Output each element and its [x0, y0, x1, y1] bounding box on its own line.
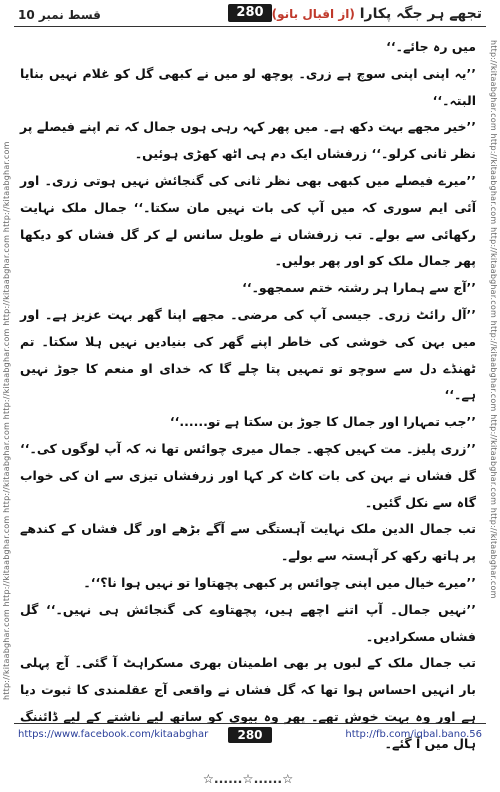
page-header — [0, 0, 500, 28]
paragraph: ’’میرے خیال میں اپنی چوائس پر کبھی پچھتاوا تو نہیں ہوا نا؟‘‘۔ — [83, 574, 476, 590]
facebook-link[interactable]: https://www.facebook.com/kitaabghar — [18, 729, 209, 740]
paragraph: میں رہ جائے۔‘‘ — [386, 39, 476, 54]
episode-label: قسط نمبر 10 — [18, 8, 101, 22]
page-number-badge: 280 — [228, 4, 272, 22]
paragraph: ’’نہیں جمال۔ آپ اتنے اچھے ہیں، پچھتاوے کی گنجائش ہی نہیں۔‘‘ گل فشاں مسکرادیں۔ — [20, 601, 476, 644]
footer-page-number: 280 — [228, 727, 272, 743]
page-footer — [0, 715, 500, 750]
paragraph: تب جمال ملک کے لبوں پر بھی اطمینان بھری مسکراہٹ آ گئی۔ آج پہلی بار انہیں احساس ہوا تھا کہ گل فشاں نے واقعی آج عقلمندی کا ثبوت دیا ہے اور وہ بہت خوش تھے۔ پھر وہ بیوی کو ساتھ لیے ناشتے کے لیے ڈائننگ ہال میں آ گئے۔ — [20, 655, 476, 751]
paragraph: ’’یہ اپنی اپنی سوچ ہے زری۔ پوچھ لو میں نے کبھی گل کو غلام نہیں بنایا البتہ۔‘‘ — [20, 65, 476, 108]
paragraph: ’’آج سے ہمارا ہر رشتہ ختم سمجھو۔‘‘ — [242, 280, 476, 296]
title-text: تجھے ہر جگہ پکارا — [359, 6, 482, 22]
side-watermark-left: http://kitaabghar.com http://kitaabghar.com http://kitaabghar.com http://kitaabghar.com http://kitaabghar.com http://kitaabghar.com — [2, 141, 11, 700]
paragraph: ’’زری پلیز۔ مت کہیں کچھ۔ جمال میری چوائس تھا نہ کہ آپ لوگوں کی۔‘‘ گل فشاں نے بہن کی بات کاٹ کر کہا اور زرفشاں تیزی سے ان کی خواب گاہ سے نکل گئیں۔ — [20, 440, 476, 510]
paragraph: ’’آل رائٹ زری۔ جیسی آپ کی مرضی۔ مجھے اپنا گھر بہت عزیز ہے۔ اور میں بہن کی خوشی کی خاطر اپنے گھر کی بنیادیں نہیں ہلا سکتا۔ تم ٹھنڈے دل سے سوچو تو تمہیں پتا چلے گا کہ خدای او منعم کا جوڑ نہیں ہے۔‘‘ — [20, 306, 476, 403]
fb-profile-link[interactable]: http://fb.com/iqbal.bano.56 — [345, 729, 482, 740]
section-separator: ☆......☆......☆ — [202, 770, 294, 786]
paragraph: تب جمال الدین ملک نہایت آہستگی سے آگے بڑھے اور گل فشاں کے کندھے پر ہاتھ رکھ کر آہستہ سے بولے۔ — [20, 521, 476, 564]
paragraph: ’’میرے فیصلے میں کبھی بھی نظر ثانی کی گنجائش نہیں ہوتی زری۔ اور آئی ایم سوری کہ میں آپ کی بات نہیں مان سکتا۔‘‘ جمال ملک نہایت رکھائی سے بولے۔ تب زرفشاں نے طویل سانس لے کر گل فشاں کو دیکھا پھر جمال ملک کو اور پھر بولیں۔ — [20, 172, 476, 269]
header-divider — [14, 26, 486, 27]
paragraph: ’’جب تمہارا اور جمال کا جوڑ بن سکتا ہے تو......‘‘ — [169, 414, 476, 430]
paragraph: ’’خیر مجھے بہت دکھ ہے۔ میں پھر کہہ رہی ہوں جمال کہ تم اپنے فیصلے پر نظر ثانی کرلو۔‘‘ زرفشاں ایک دم ہی اٹھ کھڑی ہوئیں۔ — [20, 119, 476, 162]
author-name: (از اقبال بانو) — [271, 7, 355, 21]
side-watermark-right: http://kitaabghar.com http://kitaabghar.com http://kitaabghar.com http://kitaabghar.com http://kitaabghar.com http://kitaabghar.com — [489, 40, 498, 599]
book-title — [272, 6, 482, 22]
footer-divider — [14, 723, 486, 724]
